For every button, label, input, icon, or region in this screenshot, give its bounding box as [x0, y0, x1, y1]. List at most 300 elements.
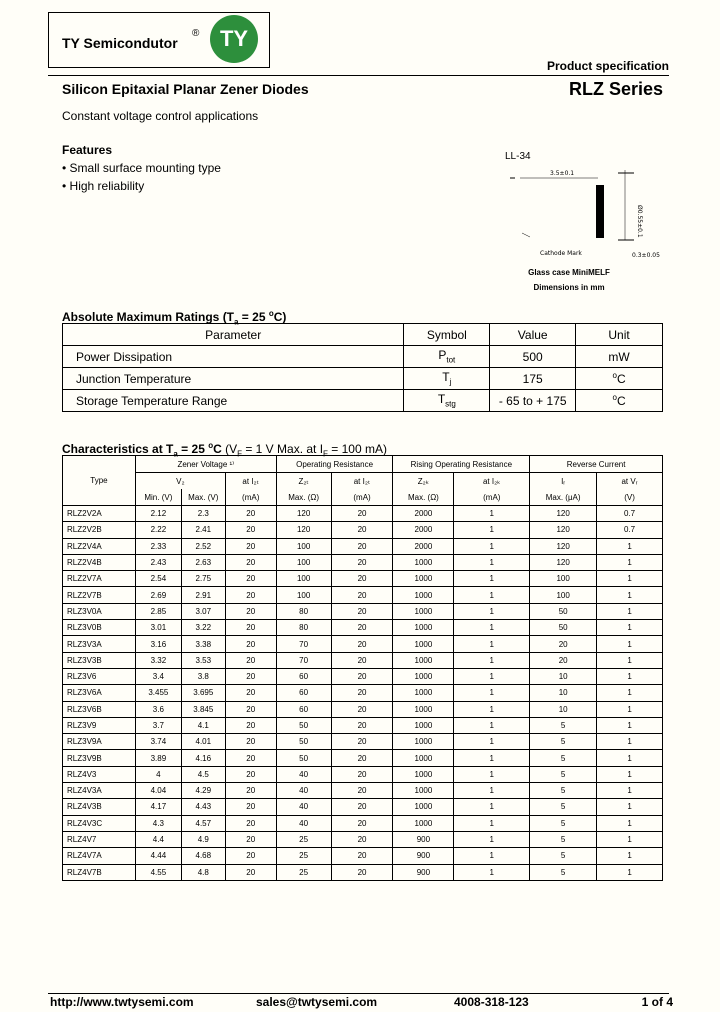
series-name: RLZ Series	[568, 79, 663, 99]
column-header: Unit	[576, 324, 663, 346]
vz-max-cell: 3.38	[181, 636, 225, 652]
izk-cell: 1	[454, 522, 530, 538]
izt2-cell: 20	[331, 603, 393, 619]
column-header: Z₂ₜ	[276, 473, 331, 490]
izk-cell: 1	[454, 717, 530, 733]
unit-header: Max. (Ω)	[276, 489, 331, 506]
abs-max-heading: Absolute Maximum Ratings ($T_a = 25$ $^o$C)	[62, 309, 287, 327]
type-cell: RLZ2V7B	[63, 587, 136, 603]
izt2-cell: 20	[331, 815, 393, 831]
column-header: Z₂ₖ	[393, 473, 454, 490]
zzk-cell: 1000	[393, 620, 454, 636]
zzk-cell: 1000	[393, 799, 454, 815]
table-row	[63, 652, 663, 668]
type-cell: RLZ3V9B	[63, 750, 136, 766]
ir-cell: 5	[530, 734, 597, 750]
website-link[interactable]: http://www.twtysemi.com	[50, 995, 194, 1009]
izt2-cell: 20	[331, 620, 393, 636]
ir-cell: 120	[530, 538, 597, 554]
header-divider	[48, 75, 669, 76]
ir-cell: 5	[530, 848, 597, 864]
symbol-cell: $P_{tot}$	[404, 346, 490, 368]
izt-cell: 20	[225, 554, 276, 570]
vr-cell: 1	[597, 571, 663, 587]
footer-divider	[48, 993, 669, 994]
izt-cell: 20	[225, 831, 276, 847]
izt-cell: 20	[225, 603, 276, 619]
zzt-cell: 100	[276, 587, 331, 603]
vr-cell: 0.7	[597, 506, 663, 522]
vr-cell: 1	[597, 554, 663, 570]
table-row	[63, 783, 663, 799]
vr-cell: 1	[597, 750, 663, 766]
izt2-cell: 20	[331, 701, 393, 717]
unit-cell: $^o$C	[576, 368, 663, 390]
table-header-row	[63, 324, 663, 346]
column-header: at Vᵣ	[597, 473, 663, 490]
zzk-cell: 1000	[393, 717, 454, 733]
ir-cell: 10	[530, 668, 597, 684]
column-header: at I₂ₜ	[331, 473, 393, 490]
izk-cell: 1	[454, 815, 530, 831]
izt-cell: 20	[225, 848, 276, 864]
type-cell: RLZ3V6	[63, 668, 136, 684]
table-row	[63, 668, 663, 684]
ir-cell: 5	[530, 864, 597, 880]
unit-header: (mA)	[225, 489, 276, 506]
ir-cell: 10	[530, 685, 597, 701]
zzk-cell: 1000	[393, 603, 454, 619]
zzk-cell: 900	[393, 848, 454, 864]
leader-line	[522, 233, 530, 237]
unit-header: (mA)	[454, 489, 530, 506]
zzk-cell: 2000	[393, 538, 454, 554]
zzt-cell: 80	[276, 603, 331, 619]
symbol-cell: $T_j$	[404, 368, 490, 390]
feature-item: • Small surface mounting type	[62, 161, 221, 175]
zzk-cell: 1000	[393, 783, 454, 799]
zzt-cell: 40	[276, 815, 331, 831]
vz-max-cell: 4.9	[181, 831, 225, 847]
table-row	[63, 831, 663, 847]
zzt-cell: 100	[276, 571, 331, 587]
ir-cell: 100	[530, 587, 597, 603]
vr-cell: 1	[597, 848, 663, 864]
izt2-cell: 20	[331, 685, 393, 701]
vr-cell: 1	[597, 587, 663, 603]
small-dimension: 0.3±0.05	[632, 252, 660, 259]
table-row	[63, 717, 663, 733]
zzk-cell: 1000	[393, 701, 454, 717]
zzt-cell: 80	[276, 620, 331, 636]
zzk-cell: 1000	[393, 554, 454, 570]
izk-cell: 1	[454, 506, 530, 522]
table-header-row	[63, 473, 663, 490]
vr-cell: 1	[597, 668, 663, 684]
length-dimension: 3.5±0.1	[550, 170, 575, 177]
zzk-cell: 900	[393, 864, 454, 880]
izk-cell: 1	[454, 620, 530, 636]
vr-cell: 1	[597, 799, 663, 815]
type-cell: RLZ4V7B	[63, 864, 136, 880]
features-heading: Features	[62, 143, 113, 157]
vr-cell: 1	[597, 831, 663, 847]
izk-cell: 1	[454, 701, 530, 717]
vz-min-cell: 4.44	[135, 848, 181, 864]
izt-cell: 20	[225, 750, 276, 766]
vz-max-cell: 4.5	[181, 766, 225, 782]
izt-cell: 20	[225, 538, 276, 554]
type-cell: RLZ4V7	[63, 831, 136, 847]
type-cell: RLZ3V6B	[63, 701, 136, 717]
izk-cell: 1	[454, 538, 530, 554]
vr-cell: 1	[597, 815, 663, 831]
table-header-row	[63, 456, 663, 473]
zzt-cell: 60	[276, 701, 331, 717]
column-group-header: Zener Voltage ¹⁾	[135, 456, 276, 473]
table-row	[63, 368, 663, 390]
ir-cell: 120	[530, 506, 597, 522]
type-cell: RLZ3V0B	[63, 620, 136, 636]
ir-cell: 120	[530, 554, 597, 570]
column-header: Value	[490, 324, 576, 346]
vz-min-cell: 3.01	[135, 620, 181, 636]
izt-cell: 20	[225, 701, 276, 717]
vz-max-cell: 4.43	[181, 799, 225, 815]
izk-cell: 1	[454, 554, 530, 570]
type-cell: RLZ2V4B	[63, 554, 136, 570]
table-row	[63, 620, 663, 636]
unit-header: (mA)	[331, 489, 393, 506]
column-header: Symbol	[404, 324, 490, 346]
document-subtitle: Constant voltage control applications	[62, 109, 259, 123]
izt-cell: 20	[225, 815, 276, 831]
table-row	[63, 766, 663, 782]
izt2-cell: 20	[331, 831, 393, 847]
zzt-cell: 50	[276, 750, 331, 766]
phone-number: 4008-318-123	[454, 995, 529, 1009]
parameter-cell: Storage Temperature Range	[63, 390, 404, 412]
zzt-cell: 100	[276, 538, 331, 554]
vr-cell: 1	[597, 620, 663, 636]
zzt-cell: 70	[276, 652, 331, 668]
package-label: LL-34	[505, 151, 531, 162]
type-cell: RLZ4V7A	[63, 848, 136, 864]
izt-cell: 20	[225, 587, 276, 603]
type-cell: RLZ4V3B	[63, 799, 136, 815]
vr-cell: 1	[597, 652, 663, 668]
izt-cell: 20	[225, 783, 276, 799]
ir-cell: 5	[530, 799, 597, 815]
vz-max-cell: 3.695	[181, 685, 225, 701]
zzt-cell: 25	[276, 864, 331, 880]
unit-header: Max. (μA)	[530, 489, 597, 506]
ir-cell: 120	[530, 522, 597, 538]
table-header-row	[63, 489, 663, 506]
zzt-cell: 50	[276, 734, 331, 750]
vz-max-cell: 3.8	[181, 668, 225, 684]
izk-cell: 1	[454, 571, 530, 587]
vr-cell: 1	[597, 701, 663, 717]
vz-min-cell: 2.43	[135, 554, 181, 570]
zzk-cell: 1000	[393, 685, 454, 701]
izt-cell: 20	[225, 652, 276, 668]
column-header: Type	[63, 456, 136, 506]
table-row	[63, 636, 663, 652]
vz-min-cell: 4.17	[135, 799, 181, 815]
vz-min-cell: 4.4	[135, 831, 181, 847]
table-row	[63, 346, 663, 368]
izt-cell: 20	[225, 864, 276, 880]
vz-min-cell: 4.04	[135, 783, 181, 799]
table-row	[63, 554, 663, 570]
zzk-cell: 1000	[393, 587, 454, 603]
ir-cell: 100	[530, 571, 597, 587]
column-header: V₂	[135, 473, 225, 490]
vz-min-cell: 2.12	[135, 506, 181, 522]
izk-cell: 1	[454, 831, 530, 847]
izt2-cell: 20	[331, 554, 393, 570]
type-cell: RLZ2V7A	[63, 571, 136, 587]
abs-max-table	[62, 323, 663, 412]
vz-max-cell: 3.07	[181, 603, 225, 619]
table-row	[63, 848, 663, 864]
izt2-cell: 20	[331, 668, 393, 684]
vz-max-cell: 3.53	[181, 652, 225, 668]
izt-cell: 20	[225, 734, 276, 750]
table-row	[63, 734, 663, 750]
zzk-cell: 1000	[393, 636, 454, 652]
vz-max-cell: 4.68	[181, 848, 225, 864]
vz-max-cell: 4.16	[181, 750, 225, 766]
company-name: TY Semicondutor	[62, 35, 178, 51]
izt-cell: 20	[225, 506, 276, 522]
document-title: Silicon Epitaxial Planar Zener Diodes	[62, 81, 309, 97]
izk-cell: 1	[454, 636, 530, 652]
table-row	[63, 701, 663, 717]
zzt-cell: 40	[276, 799, 331, 815]
table-row	[63, 390, 663, 412]
izt2-cell: 20	[331, 717, 393, 733]
vz-min-cell: 3.4	[135, 668, 181, 684]
zzt-cell: 120	[276, 506, 331, 522]
zzt-cell: 70	[276, 636, 331, 652]
type-cell: RLZ3V0A	[63, 603, 136, 619]
column-group-header: Reverse Current	[530, 456, 663, 473]
vz-max-cell: 2.41	[181, 522, 225, 538]
izt2-cell: 20	[331, 506, 393, 522]
vz-min-cell: 2.85	[135, 603, 181, 619]
zzt-cell: 25	[276, 848, 331, 864]
vz-min-cell: 2.54	[135, 571, 181, 587]
vr-cell: 1	[597, 717, 663, 733]
table-row	[63, 538, 663, 554]
vz-min-cell: 2.69	[135, 587, 181, 603]
izt-cell: 20	[225, 717, 276, 733]
unit-header: Max. (Ω)	[393, 489, 454, 506]
vz-max-cell: 4.57	[181, 815, 225, 831]
vz-min-cell: 2.33	[135, 538, 181, 554]
izt2-cell: 20	[331, 799, 393, 815]
vz-max-cell: 2.52	[181, 538, 225, 554]
type-cell: RLZ3V9A	[63, 734, 136, 750]
izt-cell: 20	[225, 522, 276, 538]
ir-cell: 5	[530, 750, 597, 766]
zzt-cell: 40	[276, 766, 331, 782]
zzt-cell: 50	[276, 717, 331, 733]
ir-cell: 5	[530, 831, 597, 847]
vz-max-cell: 4.29	[181, 783, 225, 799]
table-row	[63, 506, 663, 522]
type-cell: RLZ4V3	[63, 766, 136, 782]
vz-min-cell: 3.32	[135, 652, 181, 668]
email-link[interactable]: sales@twtysemi.com	[256, 995, 378, 1009]
zzk-cell: 1000	[393, 734, 454, 750]
izt2-cell: 20	[331, 734, 393, 750]
vz-min-cell: 3.6	[135, 701, 181, 717]
table-row	[63, 815, 663, 831]
ir-cell: 20	[530, 636, 597, 652]
type-cell: RLZ2V2B	[63, 522, 136, 538]
izk-cell: 1	[454, 734, 530, 750]
unit-cell: mW	[576, 346, 663, 368]
table-row	[63, 587, 663, 603]
izt2-cell: 20	[331, 652, 393, 668]
type-cell: RLZ3V3B	[63, 652, 136, 668]
zzk-cell: 1000	[393, 815, 454, 831]
product-spec-label: Product specification	[546, 59, 669, 73]
izk-cell: 1	[454, 668, 530, 684]
table-row	[63, 603, 663, 619]
ir-cell: 50	[530, 603, 597, 619]
vz-min-cell: 3.16	[135, 636, 181, 652]
vz-max-cell: 2.63	[181, 554, 225, 570]
izt2-cell: 20	[331, 636, 393, 652]
izk-cell: 1	[454, 652, 530, 668]
vz-min-cell: 4.55	[135, 864, 181, 880]
vr-cell: 1	[597, 766, 663, 782]
izt2-cell: 20	[331, 766, 393, 782]
vz-max-cell: 3.22	[181, 620, 225, 636]
vr-cell: 0.7	[597, 522, 663, 538]
type-cell: RLZ2V2A	[63, 506, 136, 522]
zzk-cell: 2000	[393, 506, 454, 522]
vr-cell: 1	[597, 603, 663, 619]
package-diagram	[500, 165, 670, 265]
zzt-cell: 60	[276, 668, 331, 684]
symbol-cell: $T_{stg}$	[404, 390, 490, 412]
vz-max-cell: 4.8	[181, 864, 225, 880]
zzt-cell: 120	[276, 522, 331, 538]
zzk-cell: 900	[393, 831, 454, 847]
page-number: 1 of 4	[641, 995, 673, 1009]
type-cell: RLZ4V3C	[63, 815, 136, 831]
vr-cell: 1	[597, 864, 663, 880]
vz-max-cell: 3.845	[181, 701, 225, 717]
izt-cell: 20	[225, 668, 276, 684]
vz-min-cell: 3.7	[135, 717, 181, 733]
characteristics-table	[62, 455, 663, 881]
parameter-cell: Junction Temperature	[63, 368, 404, 390]
vz-min-cell: 4	[135, 766, 181, 782]
feature-item: • High reliability	[62, 179, 145, 193]
zzt-cell: 60	[276, 685, 331, 701]
table-row	[63, 685, 663, 701]
table-row	[63, 864, 663, 880]
ir-cell: 5	[530, 717, 597, 733]
value-cell: 500	[490, 346, 576, 368]
vz-max-cell: 2.3	[181, 506, 225, 522]
vz-max-cell: 2.91	[181, 587, 225, 603]
izk-cell: 1	[454, 783, 530, 799]
type-cell: RLZ2V4A	[63, 538, 136, 554]
company-logo-badge: TY	[210, 15, 258, 63]
ir-cell: 20	[530, 652, 597, 668]
table-row	[63, 522, 663, 538]
unit-cell: $^o$C	[576, 390, 663, 412]
vz-min-cell: 3.455	[135, 685, 181, 701]
zzk-cell: 2000	[393, 522, 454, 538]
izt2-cell: 20	[331, 783, 393, 799]
izk-cell: 1	[454, 750, 530, 766]
izk-cell: 1	[454, 685, 530, 701]
diameter-dimension: Ø0.55±0.1	[636, 205, 643, 238]
zzk-cell: 1000	[393, 750, 454, 766]
unit-header: Max. (V)	[181, 489, 225, 506]
unit-header: (V)	[597, 489, 663, 506]
ir-cell: 5	[530, 783, 597, 799]
izt-cell: 20	[225, 685, 276, 701]
vz-min-cell: 4.3	[135, 815, 181, 831]
zzk-cell: 1000	[393, 652, 454, 668]
izk-cell: 1	[454, 864, 530, 880]
column-group-header: Operating Resistance	[276, 456, 393, 473]
izk-cell: 1	[454, 587, 530, 603]
izk-cell: 1	[454, 799, 530, 815]
zzt-cell: 100	[276, 554, 331, 570]
vz-min-cell: 3.89	[135, 750, 181, 766]
izt2-cell: 20	[331, 864, 393, 880]
izk-cell: 1	[454, 603, 530, 619]
vz-min-cell: 3.74	[135, 734, 181, 750]
vr-cell: 1	[597, 783, 663, 799]
vr-cell: 1	[597, 685, 663, 701]
type-cell: RLZ3V9	[63, 717, 136, 733]
table-row	[63, 750, 663, 766]
ir-cell: 5	[530, 766, 597, 782]
column-header: at I₂ₜ	[225, 473, 276, 490]
vr-cell: 1	[597, 538, 663, 554]
column-group-header: Rising Operating Resistance	[393, 456, 530, 473]
vz-min-cell: 2.22	[135, 522, 181, 538]
izt2-cell: 20	[331, 587, 393, 603]
zzk-cell: 1000	[393, 668, 454, 684]
package-caption: Glass case MiniMELF	[528, 268, 610, 277]
izk-cell: 1	[454, 766, 530, 782]
izt-cell: 20	[225, 799, 276, 815]
table-row	[63, 799, 663, 815]
izt2-cell: 20	[331, 848, 393, 864]
izt-cell: 20	[225, 620, 276, 636]
parameter-cell: Power Dissipation	[63, 346, 404, 368]
vr-cell: 1	[597, 636, 663, 652]
column-header: Iᵣ	[530, 473, 597, 490]
zzt-cell: 40	[276, 783, 331, 799]
ir-cell: 5	[530, 815, 597, 831]
zzk-cell: 1000	[393, 766, 454, 782]
ir-cell: 50	[530, 620, 597, 636]
value-cell: 175	[490, 368, 576, 390]
